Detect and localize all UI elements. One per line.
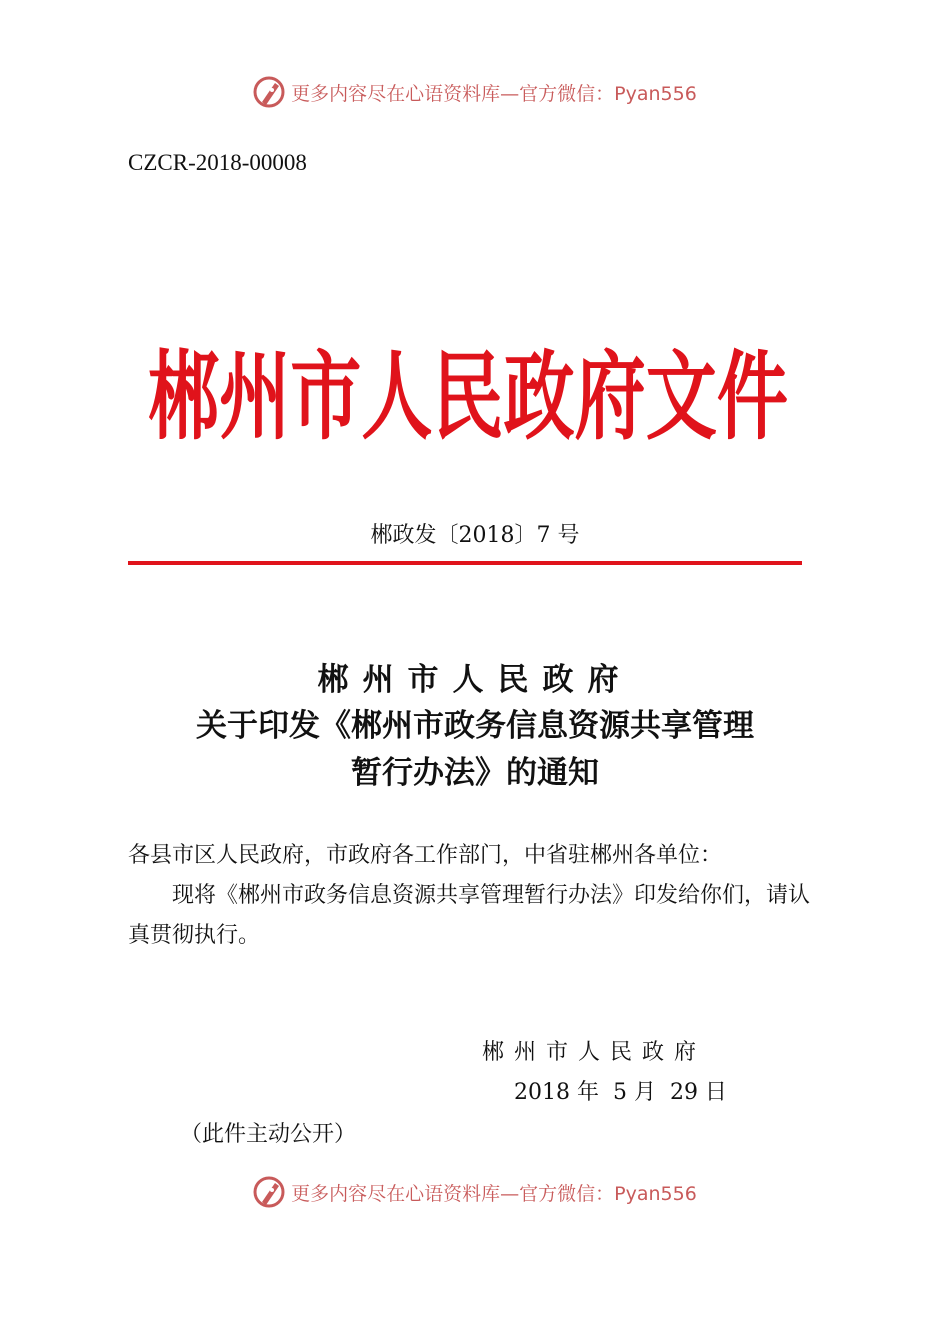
title-line-3: 暂行办法》的通知 [351,755,599,791]
addressee: 各县市区人民政府，市政府各工作部门，中省驻郴州各单位： [128,843,723,868]
watermark-top [0,72,950,112]
body-paragraph: 现将《郴州市政务信息资源共享管理暂行办法》印发给你们，请认真贯彻执行。 [128,883,811,948]
watermark-text: 更多内容尽在心语资料库—官方微信：Pyan556 [291,1182,697,1205]
watermark-bottom [0,1172,950,1212]
red-separator-line [128,561,802,565]
pen-nib-icon [253,75,287,109]
pen-nib-icon [253,1175,287,1209]
watermark-text: 更多内容尽在心语资料库—官方微信：Pyan556 [291,82,697,105]
disclosure-note: （此件主动公开） [180,1122,357,1147]
banner-title: 郴州市人民政府文件 [148,341,788,453]
document-code: CZCR-2018-00008 [128,150,307,175]
issue-date: 2018 年 5 月 29 日 [514,1080,727,1105]
signature-issuer: 郴州市人民政府 [482,1040,707,1065]
banner-svg [128,318,808,453]
title-issuer: 郴州市人民政府 [317,662,633,698]
title-line-2: 关于印发《郴州市政务信息资源共享管理 [196,708,754,744]
document-number: 郴政发〔2018〕7 号 [370,523,580,548]
red-header-banner [128,318,808,453]
